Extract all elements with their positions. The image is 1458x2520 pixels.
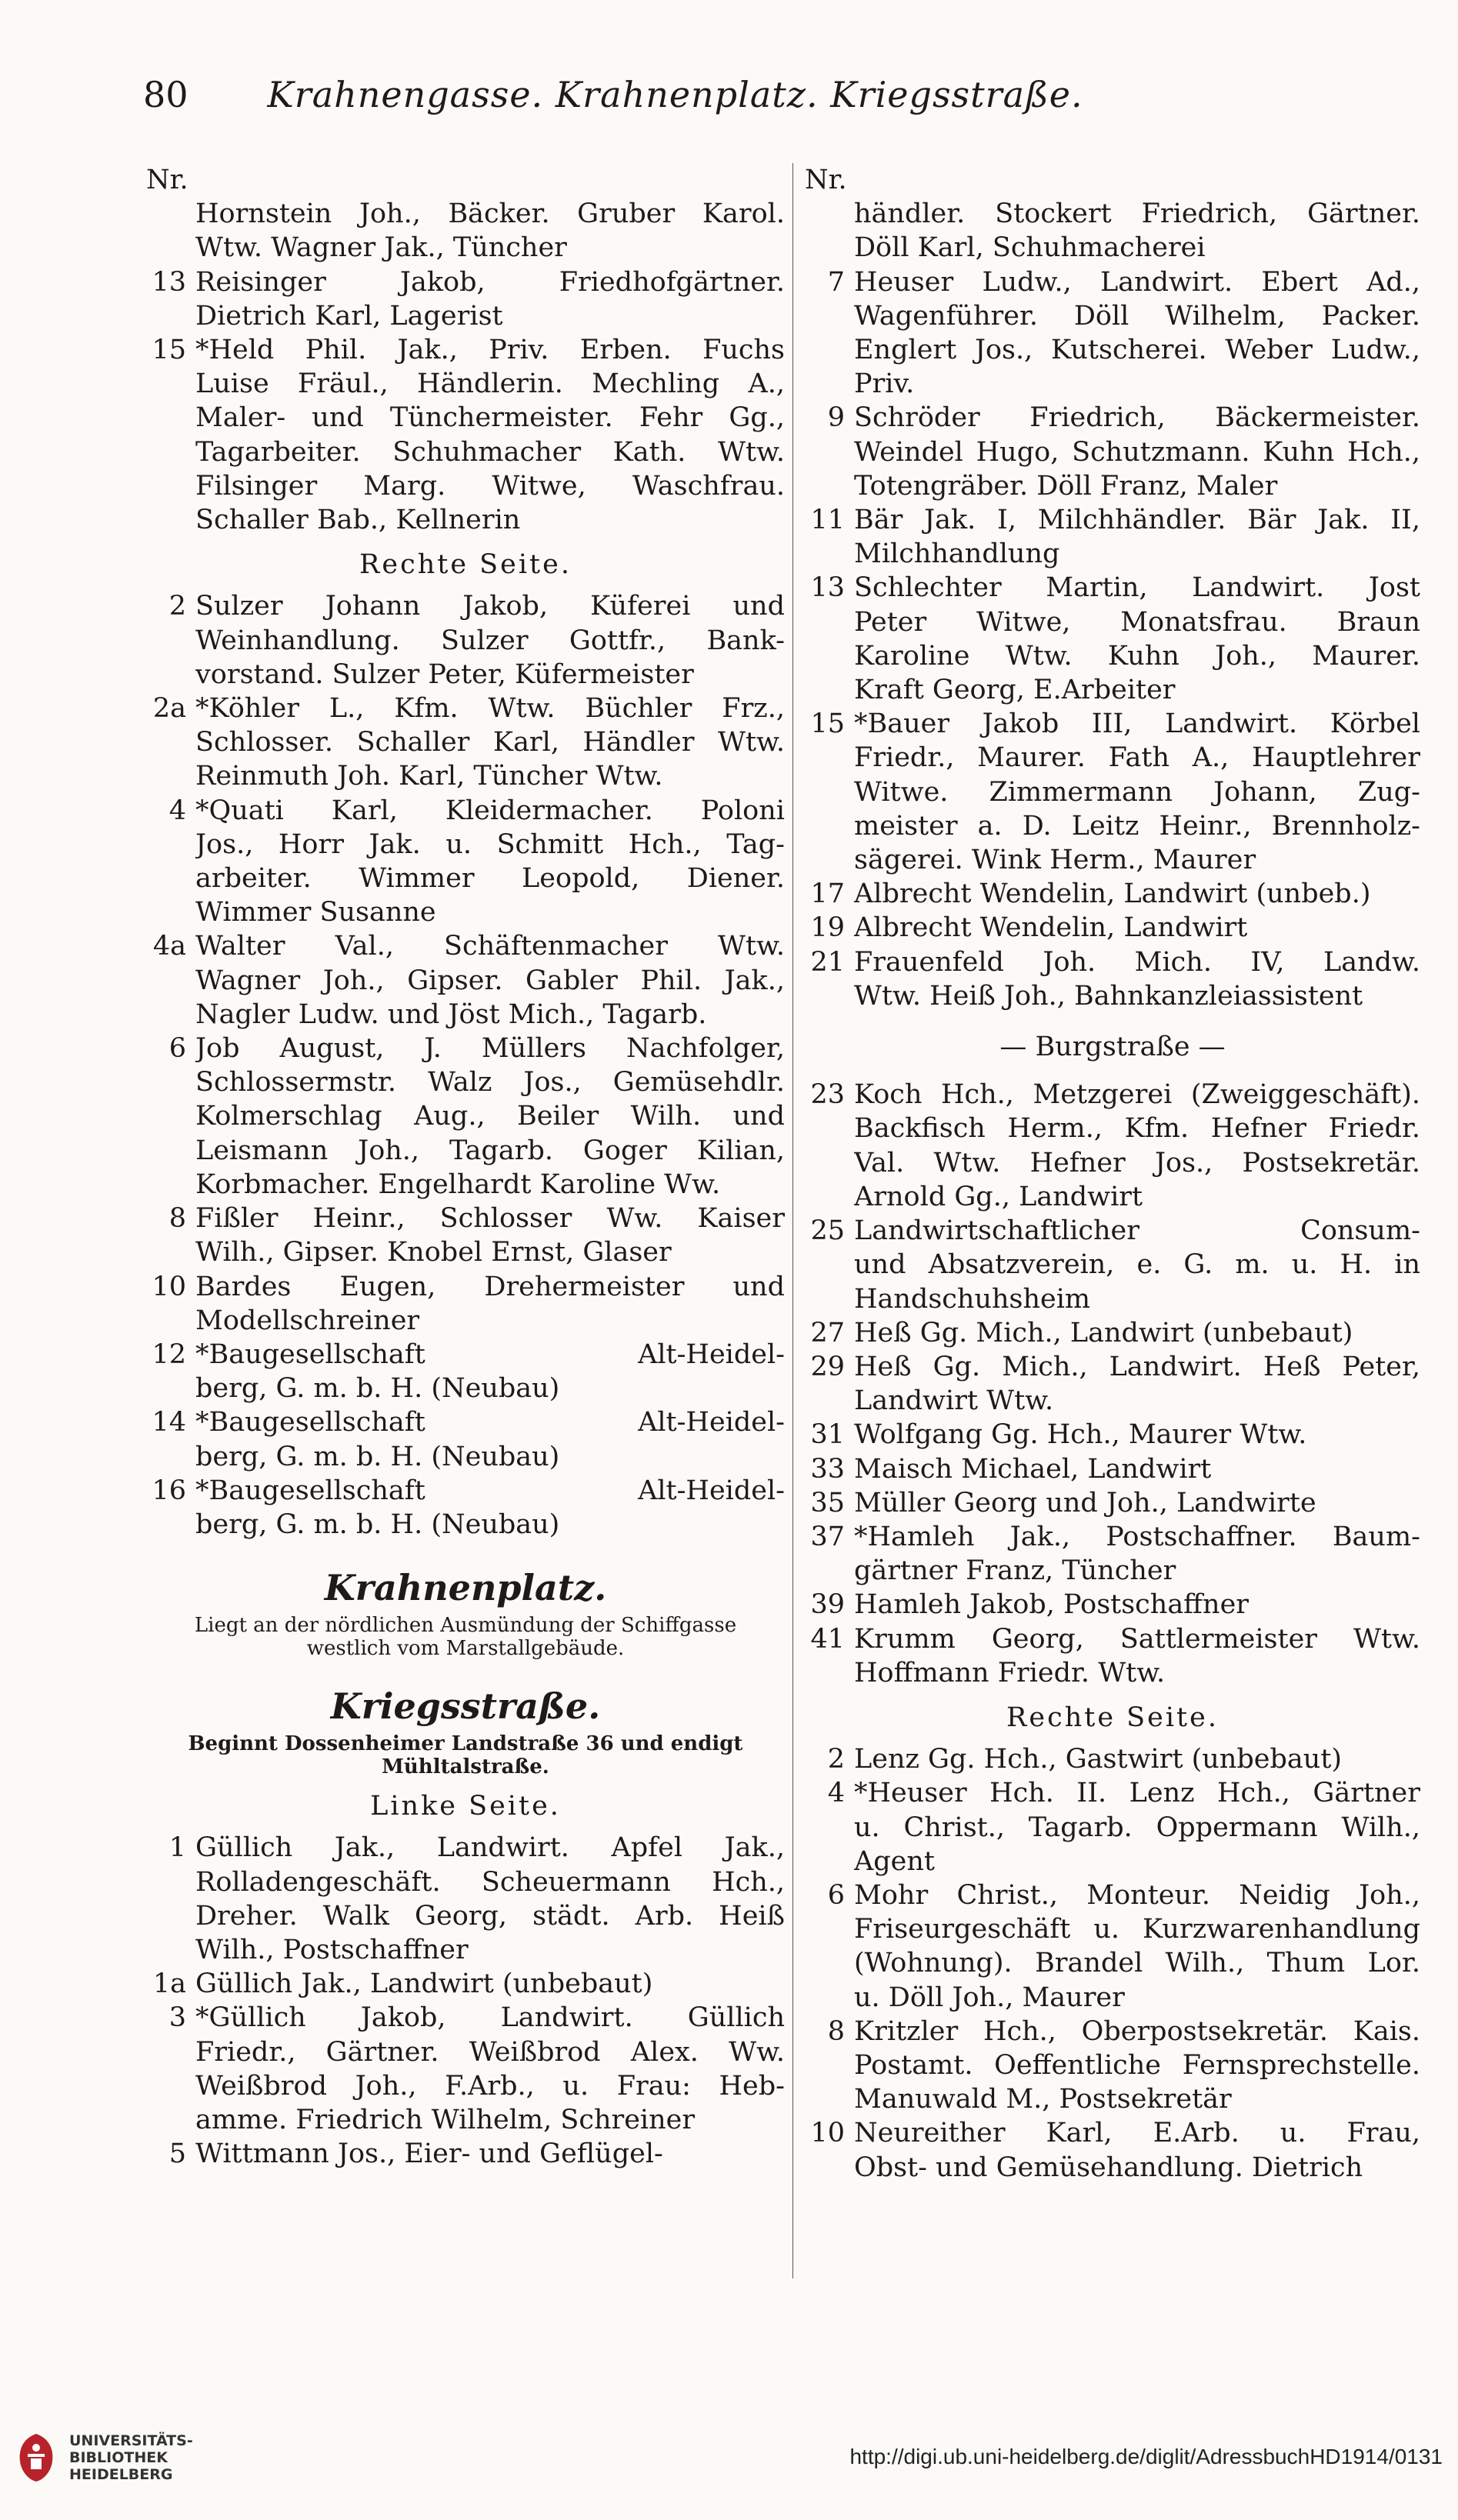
house-number: 14 bbox=[152, 1407, 186, 1438]
entry-line: meister a. D. Leitz Heinr., Brennholz- bbox=[854, 810, 1420, 842]
entry-line: Maler- und Tünchermeister. Fehr Gg., bbox=[195, 402, 785, 434]
entry-line: gärtner Franz, Tüncher bbox=[854, 1555, 1176, 1587]
house-number: 15 bbox=[810, 708, 845, 740]
entry-line: Modellschreiner bbox=[195, 1305, 420, 1336]
entry-line: Wagner Joh., Gipser. Gabler Phil. Jak., bbox=[195, 965, 785, 996]
entry-text bbox=[195, 589, 785, 692]
entry-text bbox=[854, 503, 1420, 571]
entry-text bbox=[195, 1405, 785, 1473]
address-entry bbox=[805, 197, 1420, 265]
street-description bbox=[146, 1614, 785, 1660]
entry-line: händler. Stockert Friedrich, Gärtner. bbox=[854, 198, 1420, 230]
library-logo-text: UNIVERSITÄTS- BIBLIOTHEK HEIDELBERG bbox=[69, 2432, 193, 2483]
address-entry bbox=[146, 1202, 785, 1269]
entry-line: Schröder Friedrich, Bäckermeister. bbox=[854, 402, 1420, 434]
entry-line: Weindel Hugo, Schutzmann. Kuhn Hch., bbox=[854, 436, 1420, 468]
entry-line: *Güllich Jakob, Landwirt. Güllich bbox=[195, 2002, 785, 2034]
entry-text bbox=[854, 1418, 1420, 1452]
entry-line: Kolmerschlag Aug., Beiler Wilh. und bbox=[195, 1101, 785, 1132]
house-number: 27 bbox=[810, 1317, 845, 1348]
address-entry bbox=[146, 1967, 785, 2001]
entry-text bbox=[195, 2001, 785, 2137]
address-entry bbox=[805, 2116, 1420, 2184]
house-number: 11 bbox=[810, 505, 845, 536]
entry-line: Maisch Michael, Landwirt bbox=[854, 1453, 1212, 1485]
street-heading: Kriegsstraße. bbox=[330, 1685, 601, 1728]
entry-line: Englert Jos., Kutscherei. Weber Ludw., bbox=[854, 335, 1420, 366]
entry-line: Weinhandlung. Sulzer Gottfr., Bank- bbox=[195, 625, 785, 656]
entry-text bbox=[854, 1486, 1420, 1520]
entry-line: Kraft Georg, E.Arbeiter bbox=[854, 675, 1176, 706]
address-entry bbox=[146, 197, 785, 265]
entry-line: *Heuser Hch. II. Lenz Hch., Gärtner bbox=[854, 1778, 1420, 1809]
left-column bbox=[146, 163, 785, 2171]
entry-text bbox=[195, 1967, 785, 2001]
entry-line: Reisinger Jakob, Friedhofgärtner. bbox=[195, 266, 785, 298]
entry-text bbox=[195, 1270, 785, 1338]
house-number: 21 bbox=[810, 946, 845, 978]
entry-line: Job August, J. Müllers Nachfolger, bbox=[195, 1033, 785, 1065]
entry-line: Kritzler Hch., Oberpostsekretär. Kais. bbox=[854, 2015, 1420, 2047]
description-line: westlich vom Marstallgebäude. bbox=[306, 1637, 625, 1661]
house-number: 15 bbox=[152, 335, 186, 366]
address-entry bbox=[805, 2015, 1420, 2117]
entry-line: *Held Phil. Jak., Priv. Erben. Fuchs bbox=[195, 335, 785, 366]
entry-line: sägerei. Wink Herm., Maurer bbox=[854, 845, 1256, 876]
entry-text bbox=[854, 1742, 1420, 1776]
entry-text bbox=[854, 1776, 1420, 1878]
address-entry bbox=[146, 929, 785, 1032]
entry-line: *Köhler L., Kfm. Wtw. Büchler Frz., bbox=[195, 693, 785, 725]
column-number-header: Nr. bbox=[805, 165, 847, 195]
description-line: Beginnt Dossenheimer Landstraße 36 und endigt bbox=[188, 1732, 743, 1756]
entry-line: Bär Jak. I, Milchhändler. Bär Jak. II, bbox=[854, 505, 1420, 536]
house-number: 1a bbox=[152, 1968, 186, 2000]
house-number: 2 bbox=[827, 1744, 845, 1775]
entry-line: Agent bbox=[854, 1845, 935, 1877]
entry-line: *Baugesellschaft Alt-Heidel- bbox=[195, 1475, 785, 1506]
entry-text bbox=[854, 1878, 1420, 2015]
source-url[interactable]: http://digi.ub.uni-heidelberg.de/diglit/AdressbuchHD1914/0131 bbox=[849, 2445, 1443, 2468]
house-number: 39 bbox=[810, 1589, 845, 1621]
entry-line: Sulzer Johann Jakob, Küferei und bbox=[195, 591, 785, 622]
cross-street-marker: — Burgstraße — bbox=[999, 1032, 1226, 1063]
entry-text bbox=[854, 1452, 1420, 1486]
entry-line: Wittmann Jos., Eier- und Geflügel- bbox=[195, 2138, 663, 2170]
entry-line: berg, G. m. b. H. (Neubau) bbox=[195, 1508, 560, 1540]
right-column bbox=[805, 163, 1420, 2185]
address-entry bbox=[146, 1270, 785, 1338]
address-entry bbox=[146, 2137, 785, 2171]
entry-text bbox=[195, 2137, 785, 2171]
entry-line: *Baugesellschaft Alt-Heidel- bbox=[195, 1338, 785, 1370]
entry-line: Landwirt Wtw. bbox=[854, 1385, 1054, 1417]
entry-text bbox=[195, 197, 785, 265]
entry-line: Bardes Eugen, Drehermeister und bbox=[195, 1271, 785, 1302]
entry-line: Manuwald M., Postsekretär bbox=[854, 2084, 1232, 2115]
description-line: Mühltalstraße. bbox=[382, 1755, 549, 1779]
address-entry bbox=[146, 265, 785, 333]
entry-line: *Baugesellschaft Alt-Heidel- bbox=[195, 1407, 785, 1438]
address-entry bbox=[805, 1486, 1420, 1520]
entry-line: *Bauer Jakob III, Landwirt. Körbel bbox=[854, 708, 1420, 740]
entry-line: amme. Friedrich Wilhelm, Schreiner bbox=[195, 2104, 696, 2135]
page-number: 80 bbox=[143, 74, 189, 115]
entry-line: Fißler Heinr., Schlosser Ww. Kaiser bbox=[195, 1203, 785, 1235]
address-entry bbox=[805, 1078, 1420, 1214]
entry-line: und Absatzverein, e. G. m. u. H. in bbox=[854, 1249, 1420, 1281]
entry-line: Friedr., Maurer. Fath A., Hauptlehrer bbox=[854, 742, 1420, 774]
entry-text bbox=[195, 692, 785, 794]
university-seal-icon bbox=[14, 2431, 58, 2485]
address-entry bbox=[805, 1452, 1420, 1486]
footer bbox=[0, 2415, 1458, 2500]
entry-line: Mohr Christ., Monteur. Neidig Joh., bbox=[854, 1879, 1420, 1911]
address-entry bbox=[805, 1878, 1420, 2015]
entry-line: berg, G. m. b. H. (Neubau) bbox=[195, 1373, 560, 1405]
address-entry bbox=[805, 707, 1420, 877]
address-entry bbox=[805, 877, 1420, 911]
house-number: 5 bbox=[168, 2138, 186, 2170]
house-number: 35 bbox=[810, 1487, 845, 1518]
entry-line: berg, G. m. b. H. (Neubau) bbox=[195, 1441, 560, 1472]
address-entry bbox=[146, 1831, 785, 1967]
entry-text bbox=[195, 929, 785, 1032]
entry-text bbox=[195, 1202, 785, 1269]
entry-line: Witwe. Zimmermann Johann, Zug- bbox=[854, 776, 1420, 808]
entry-text bbox=[854, 2116, 1420, 2184]
entry-line: Neureither Karl, E.Arb. u. Frau, bbox=[854, 2118, 1420, 2149]
entry-line: Hamleh Jakob, Postschaffner bbox=[854, 1589, 1249, 1621]
address-entry bbox=[146, 1032, 785, 1202]
entry-line: Jos., Horr Jak. u. Schmitt Hch., Tag- bbox=[195, 828, 785, 860]
house-number: 8 bbox=[168, 1203, 186, 1235]
entry-text bbox=[854, 1350, 1420, 1418]
entry-line: Walter Val., Schäftenmacher Wtw. bbox=[195, 931, 785, 962]
entry-line: Dreher. Walk Georg, städt. Arb. Heiß bbox=[195, 1900, 785, 1932]
address-entry bbox=[805, 571, 1420, 707]
entry-line: Schlosser. Schaller Karl, Händler Wtw. bbox=[195, 727, 785, 758]
entry-text bbox=[195, 794, 785, 930]
house-number: 13 bbox=[152, 266, 186, 298]
entry-line: Wilh., Postschaffner bbox=[195, 1934, 469, 1965]
entry-line: Reinmuth Joh. Karl, Tüncher Wtw. bbox=[195, 761, 663, 792]
address-entry bbox=[805, 401, 1420, 503]
page-header bbox=[0, 68, 1458, 122]
house-number: 13 bbox=[810, 572, 845, 604]
entry-line: Krumm Georg, Sattlermeister Wtw. bbox=[854, 1623, 1420, 1655]
entry-line: *Hamleh Jak., Postschaffner. Baum- bbox=[854, 1521, 1420, 1552]
house-number: 23 bbox=[810, 1079, 845, 1111]
house-number: 33 bbox=[810, 1453, 845, 1485]
address-entry bbox=[146, 1338, 785, 1405]
street-description bbox=[146, 1732, 785, 1778]
entry-line: Karoline Wtw. Kuhn Joh., Maurer. bbox=[854, 640, 1420, 672]
house-number: 6 bbox=[827, 1879, 845, 1911]
address-entry bbox=[146, 794, 785, 930]
entry-line: Postamt. Oeffentliche Fernsprechstelle. bbox=[854, 2049, 1420, 2081]
entry-line: Güllich Jak., Landwirt (unbebaut) bbox=[195, 1968, 653, 2000]
entry-text bbox=[195, 1831, 785, 1967]
address-entry bbox=[805, 1520, 1420, 1588]
entry-text bbox=[195, 333, 785, 537]
entry-text bbox=[854, 571, 1420, 707]
entry-line: Heß Gg. Mich., Landwirt (unbebaut) bbox=[854, 1317, 1353, 1348]
entry-text bbox=[854, 1078, 1420, 1214]
entry-text bbox=[195, 265, 785, 333]
entry-line: Wolfgang Gg. Hch., Maurer Wtw. bbox=[854, 1419, 1307, 1451]
entry-line: Frauenfeld Joh. Mich. IV, Landw. bbox=[854, 946, 1420, 978]
entry-line: Arnold Gg., Landwirt bbox=[854, 1181, 1143, 1212]
entry-line: Wagenführer. Döll Wilhelm, Packer. bbox=[854, 300, 1420, 332]
entry-line: Obst- und Gemüsehandlung. Dietrich bbox=[854, 2152, 1363, 2183]
column-number-header: Nr. bbox=[146, 165, 189, 195]
house-number: 4a bbox=[152, 931, 186, 962]
entry-line: Tagarbeiter. Schuhmacher Kath. Wtw. bbox=[195, 436, 785, 468]
address-entry bbox=[805, 1776, 1420, 1878]
entry-text bbox=[854, 2015, 1420, 2117]
house-number: 2 bbox=[168, 591, 186, 622]
house-number: 9 bbox=[827, 402, 845, 434]
entry-line: Filsinger Marg. Witwe, Waschfrau. bbox=[195, 470, 785, 502]
entry-text bbox=[854, 197, 1420, 265]
entry-line: Wimmer Susanne bbox=[195, 897, 436, 928]
address-entry bbox=[146, 1474, 785, 1542]
entry-line: vorstand. Sulzer Peter, Küfermeister bbox=[195, 658, 694, 690]
entry-line: Heuser Ludw., Landwirt. Ebert Ad., bbox=[854, 266, 1420, 298]
house-number: 10 bbox=[810, 2118, 845, 2149]
address-entry bbox=[805, 1588, 1420, 1622]
house-number: 37 bbox=[810, 1521, 845, 1552]
entry-text bbox=[854, 877, 1420, 911]
entry-line: Friedr., Gärtner. Weißbrod Alex. Ww. bbox=[195, 2036, 785, 2068]
entry-line: Schaller Bab., Kellnerin bbox=[195, 505, 521, 536]
address-entry bbox=[805, 1214, 1420, 1316]
entry-line: Döll Karl, Schuhmacherei bbox=[854, 232, 1206, 264]
column-divider bbox=[792, 163, 793, 2278]
entry-line: Schlossermstr. Walz Jos., Gemüsehdlr. bbox=[195, 1067, 785, 1098]
house-number: 6 bbox=[168, 1033, 186, 1065]
entry-line: Backfisch Herm., Kfm. Hefner Friedr. bbox=[854, 1113, 1420, 1145]
entry-line: u. Döll Joh., Maurer bbox=[854, 1982, 1125, 2013]
house-number: 41 bbox=[810, 1623, 845, 1655]
entry-text bbox=[195, 1474, 785, 1542]
entry-line: Luise Fräul., Händlerin. Mechling A., bbox=[195, 368, 785, 400]
house-number: 7 bbox=[827, 266, 845, 298]
house-number: 4 bbox=[827, 1778, 845, 1809]
address-entry bbox=[805, 1316, 1420, 1350]
entry-line: Milchhandlung bbox=[854, 538, 1060, 570]
house-number: 25 bbox=[810, 1215, 845, 1247]
entry-line: Rolladengeschäft. Scheuermann Hch., bbox=[195, 1866, 785, 1898]
address-entry bbox=[805, 911, 1420, 945]
address-entry bbox=[146, 692, 785, 794]
address-entry bbox=[805, 265, 1420, 402]
entry-text bbox=[854, 1520, 1420, 1588]
entry-line: Handschuhsheim bbox=[854, 1283, 1091, 1315]
entry-line: Hoffmann Friedr. Wtw. bbox=[854, 1657, 1166, 1688]
house-number: 16 bbox=[152, 1475, 186, 1506]
side-subheading: Linke Seite. bbox=[370, 1791, 561, 1822]
description-line: Liegt an der nördlichen Ausmündung der Schiffgasse bbox=[194, 1614, 737, 1638]
address-entry bbox=[805, 503, 1420, 571]
side-subheading: Rechte Seite. bbox=[359, 549, 572, 581]
entry-line: Leismann Joh., Tagarb. Goger Kilian, bbox=[195, 1135, 785, 1166]
address-entry bbox=[146, 1405, 785, 1473]
entry-line: Val. Wtw. Hefner Jos., Postsekretär. bbox=[854, 1147, 1420, 1178]
entry-line: Dietrich Karl, Lagerist bbox=[195, 300, 503, 332]
entry-text bbox=[854, 1588, 1420, 1622]
entry-line: *Quati Karl, Kleidermacher. Poloni bbox=[195, 795, 785, 826]
entry-line: Weißbrod Joh., F.Arb., u. Frau: Heb- bbox=[195, 2070, 785, 2102]
entry-text bbox=[854, 945, 1420, 1013]
entry-line: Wtw. Wagner Jak., Tüncher bbox=[195, 232, 567, 264]
address-entry bbox=[146, 589, 785, 692]
entry-text bbox=[854, 1214, 1420, 1316]
house-number: 19 bbox=[810, 912, 845, 944]
address-entry bbox=[805, 1418, 1420, 1452]
entry-line: Nagler Ludw. und Jöst Mich., Tagarb. bbox=[195, 998, 707, 1030]
address-entry bbox=[146, 2001, 785, 2137]
house-number: 10 bbox=[152, 1271, 186, 1302]
house-number: 1 bbox=[168, 1832, 186, 1864]
entry-line: Korbmacher. Engelhardt Karoline Ww. bbox=[195, 1168, 721, 1200]
street-heading: Krahnenplatz. bbox=[324, 1567, 607, 1609]
entry-line: Peter Witwe, Monatsfrau. Braun bbox=[854, 606, 1420, 638]
address-entry bbox=[805, 1350, 1420, 1418]
entry-line: Hornstein Joh., Bäcker. Gruber Karol. bbox=[195, 198, 785, 230]
house-number: 3 bbox=[168, 2002, 186, 2034]
entry-text bbox=[854, 265, 1420, 402]
side-subheading: Rechte Seite. bbox=[1006, 1702, 1219, 1733]
entry-text bbox=[854, 707, 1420, 877]
entry-text bbox=[854, 1622, 1420, 1690]
address-entry bbox=[805, 945, 1420, 1013]
address-entry bbox=[805, 1622, 1420, 1690]
entry-text bbox=[195, 1032, 785, 1202]
entry-text bbox=[854, 1316, 1420, 1350]
entry-line: Wilh., Gipser. Knobel Ernst, Glaser bbox=[195, 1237, 672, 1268]
entry-line: Priv. bbox=[854, 368, 915, 400]
address-entry bbox=[146, 333, 785, 537]
entry-line: (Wohnung). Brandel Wilh., Thum Lor. bbox=[854, 1948, 1420, 1979]
house-number: 17 bbox=[810, 878, 845, 910]
entry-line: Friseurgeschäft u. Kurzwarenhandlung bbox=[854, 1914, 1420, 1945]
entry-line: Albrecht Wendelin, Landwirt bbox=[854, 912, 1248, 944]
house-number: 8 bbox=[827, 2015, 845, 2047]
entry-line: Lenz Gg. Hch., Gastwirt (unbebaut) bbox=[854, 1744, 1343, 1775]
page-title: Krahnengasse. Krahnenplatz. Kriegsstraße. bbox=[267, 74, 1083, 115]
entry-line: u. Christ., Tagarb. Oppermann Wilh., bbox=[854, 1812, 1420, 1843]
house-number: 31 bbox=[810, 1419, 845, 1451]
entry-line: Albrecht Wendelin, Landwirt (unbeb.) bbox=[854, 878, 1371, 910]
house-number: 12 bbox=[152, 1338, 186, 1370]
entry-line: Wtw. Heiß Joh., Bahnkanzleiassistent bbox=[854, 980, 1363, 1012]
entry-text bbox=[854, 401, 1420, 503]
house-number: 4 bbox=[168, 795, 186, 826]
entry-line: Landwirtschaftlicher Consum- bbox=[854, 1215, 1420, 1247]
entry-text bbox=[195, 1338, 785, 1405]
house-number: 29 bbox=[810, 1351, 845, 1382]
address-entry bbox=[805, 1742, 1420, 1776]
entry-line: Schlechter Martin, Landwirt. Jost bbox=[854, 572, 1420, 604]
entry-text bbox=[854, 911, 1420, 945]
entry-line: Müller Georg und Joh., Landwirte bbox=[854, 1487, 1316, 1518]
entry-line: arbeiter. Wimmer Leopold, Diener. bbox=[195, 863, 785, 895]
house-number: 2a bbox=[152, 693, 186, 725]
entry-line: Güllich Jak., Landwirt. Apfel Jak., bbox=[195, 1832, 785, 1864]
entry-line: Koch Hch., Metzgerei (Zweiggeschäft). bbox=[854, 1079, 1420, 1111]
entry-line: Totengräber. Döll Franz, Maler bbox=[854, 470, 1278, 502]
entry-line: Heß Gg. Mich., Landwirt. Heß Peter, bbox=[854, 1351, 1420, 1382]
